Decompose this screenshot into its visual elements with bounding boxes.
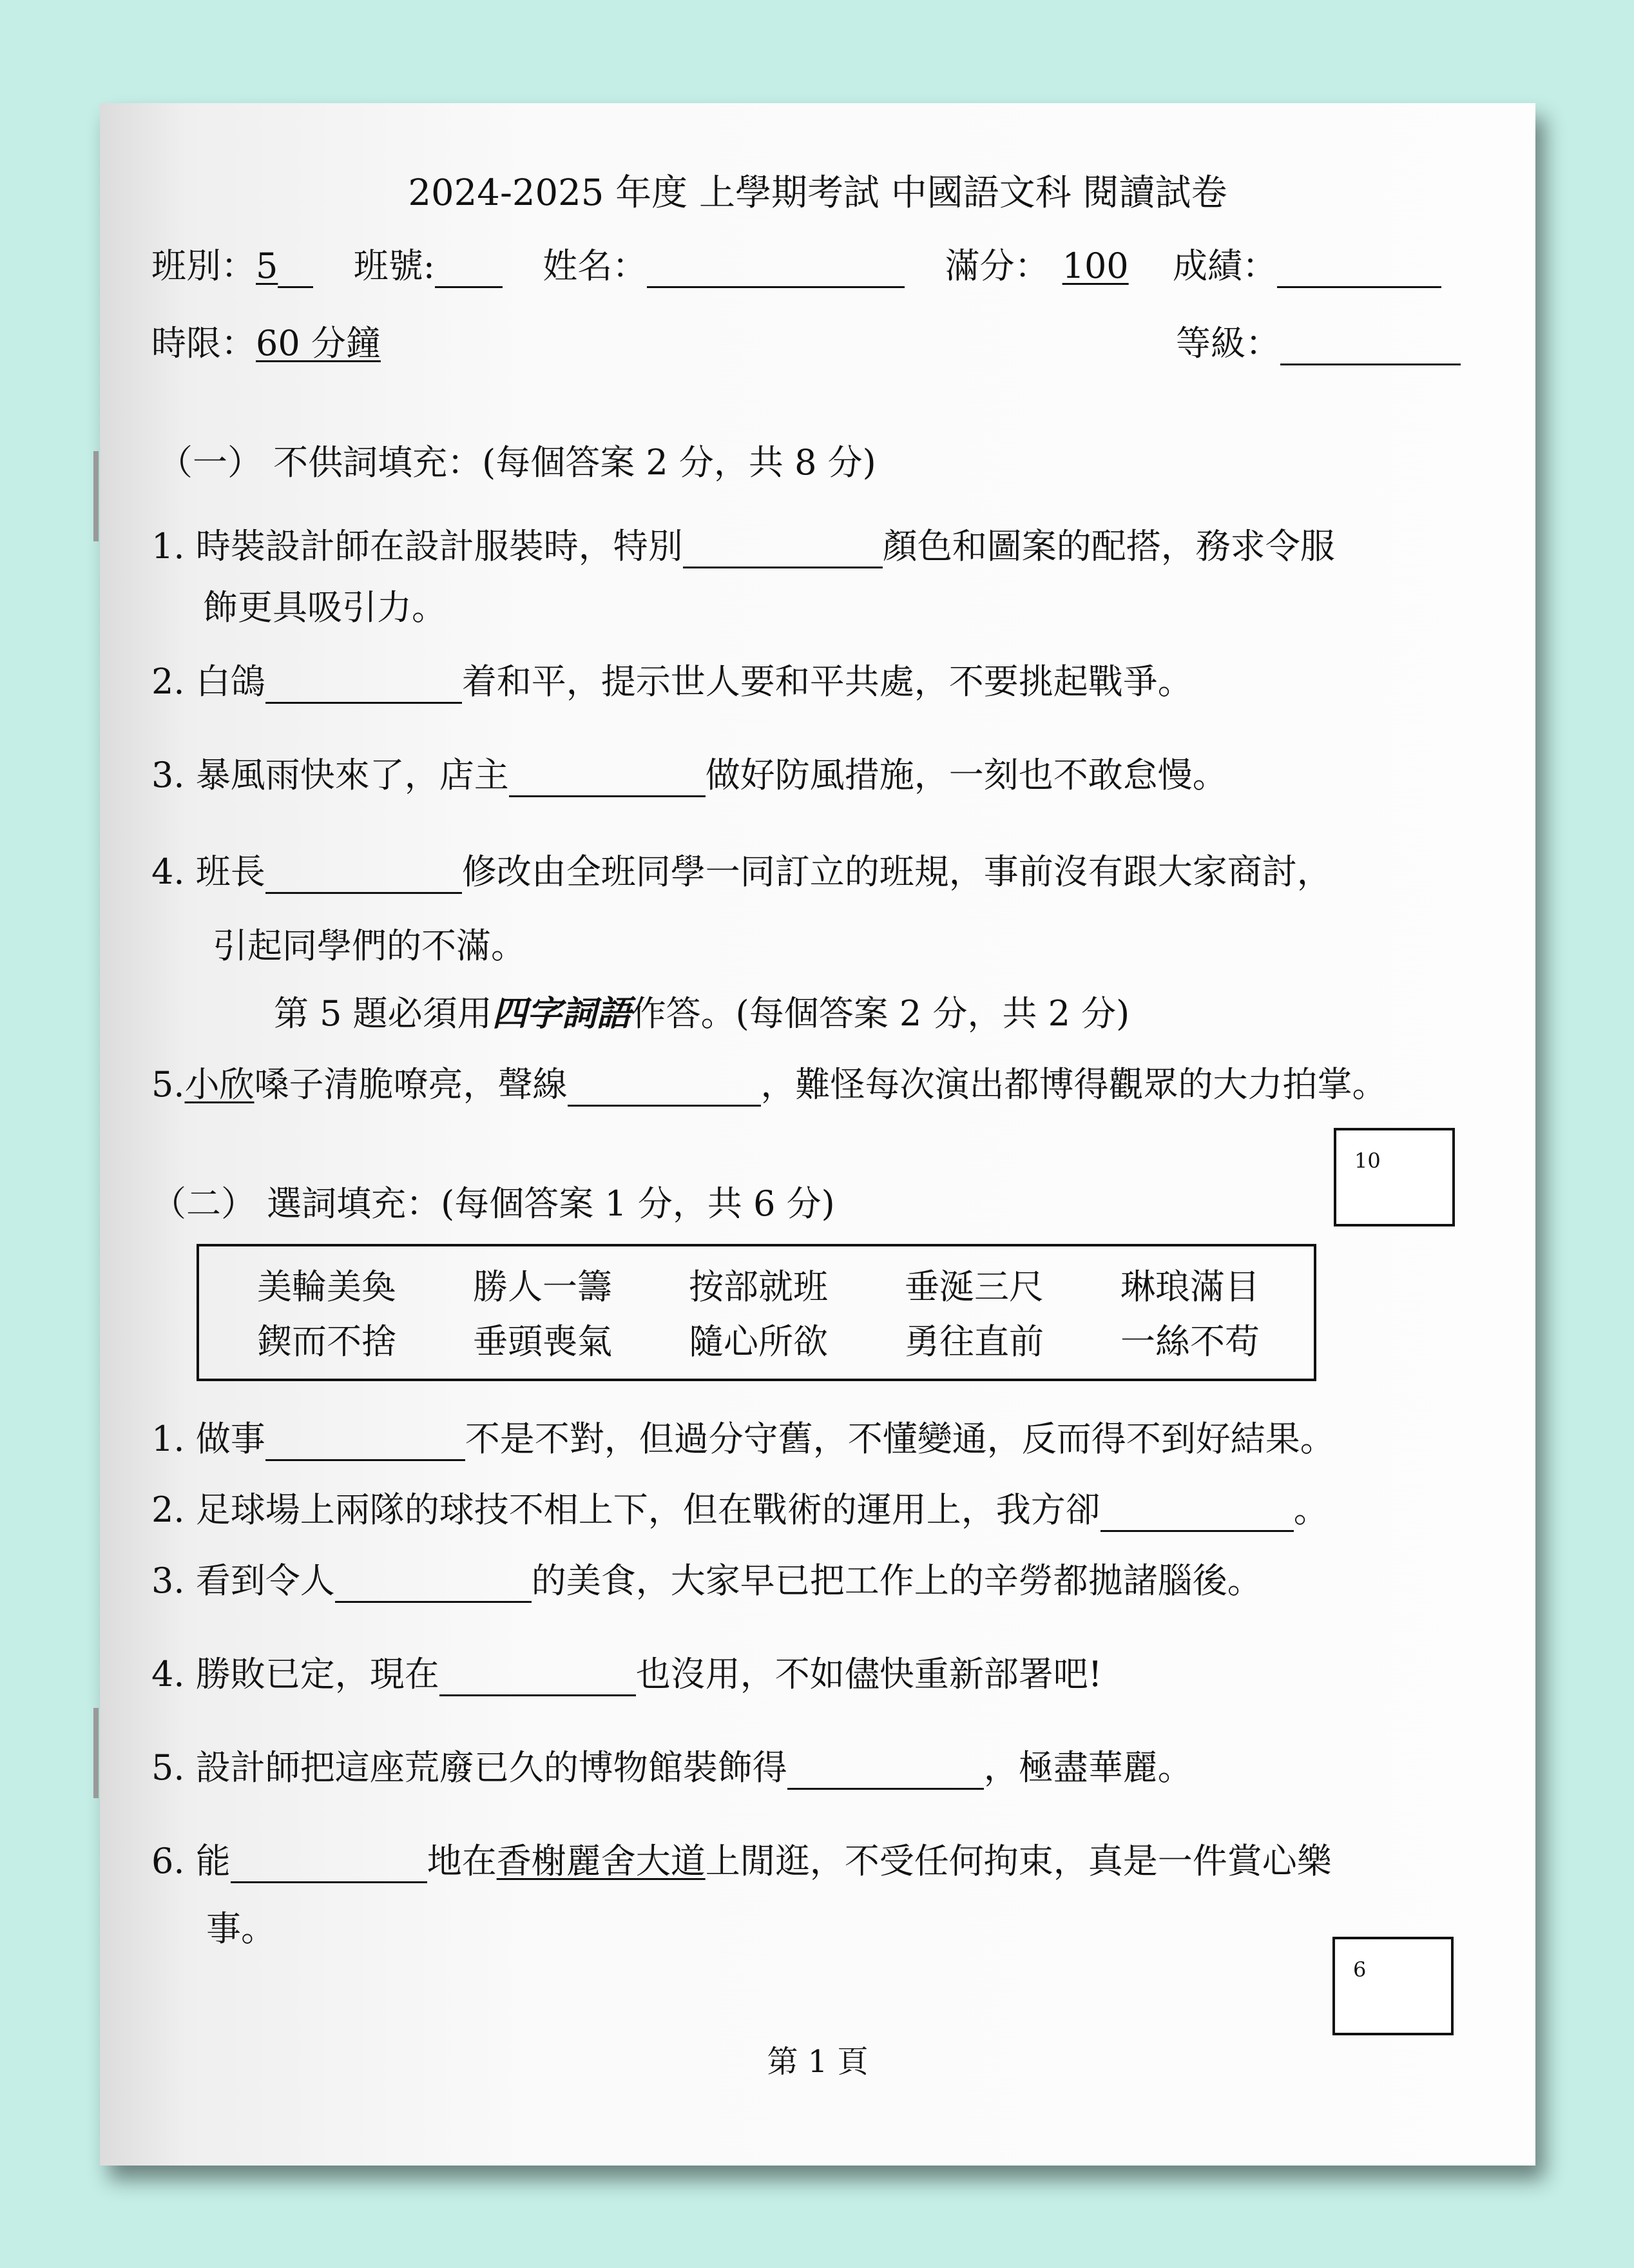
score-field[interactable] (1277, 253, 1441, 288)
proper-name: 香榭麗舍大道 (496, 1841, 706, 1881)
section2-score-value: 6 (1353, 1957, 1367, 1982)
question-number: 5. (151, 1747, 185, 1788)
question-number: 2. (151, 1489, 185, 1530)
time-row (151, 316, 381, 365)
question-text: 修改由全班同學一同訂立的班規，事前沒有跟大家商討， (461, 851, 1332, 892)
s1-question-5 (151, 1057, 1387, 1107)
question-text: 的美食，大家早已把工作上的辛勞都拋諸腦後。 (531, 1560, 1262, 1601)
question-text: 暴風雨快來了，店主 (195, 755, 509, 795)
name-field[interactable] (647, 253, 905, 288)
question-number: 4. (151, 851, 185, 892)
score-label: 成績： (1173, 246, 1278, 286)
time-value: 60 分鐘 (256, 323, 381, 363)
answer-blank[interactable] (231, 1848, 427, 1883)
class-label: 班別： (151, 246, 256, 286)
word-bank-item: 隨心所欲 (689, 1321, 828, 1362)
question-text: 着和平，提示世人要和平共處，不要挑起戰爭。 (461, 661, 1193, 702)
question-number: 3. (151, 755, 185, 795)
question-text: 能 (195, 1841, 231, 1881)
answer-blank[interactable] (265, 668, 462, 704)
time-label: 時限： (151, 323, 256, 363)
answer-blank[interactable] (439, 1661, 636, 1696)
proper-name: 小欣 (184, 1064, 255, 1105)
answer-blank[interactable] (335, 1567, 532, 1603)
note-text: 第 5 題必須用 (274, 993, 492, 1034)
question-number: 3. (151, 1560, 185, 1601)
question-text: ，極盡華麗。 (983, 1747, 1193, 1788)
answer-blank[interactable] (683, 533, 883, 568)
question-number: 2. (151, 661, 185, 702)
s1-question-1 (151, 519, 1335, 568)
word-bank (197, 1244, 1316, 1381)
s1-question-1-cont: 飾更具吸引力。 (203, 587, 447, 628)
s2-question-2 (151, 1482, 1329, 1532)
question-text: 也沒用，不如儘快重新部署吧! (635, 1654, 1102, 1694)
full-marks-value: 100 (1062, 246, 1129, 286)
question-text: 看到令人 (195, 1560, 335, 1601)
question-text: 白鴿 (195, 661, 265, 702)
s2-question-6 (151, 1834, 1332, 1883)
s2-question-4 (151, 1647, 1102, 1696)
question-number: 5. (151, 1064, 185, 1105)
s1-question-4-cont: 引起同學們的不滿。 (213, 926, 526, 966)
answer-blank[interactable] (787, 1754, 984, 1790)
question-text: 。 (1293, 1489, 1329, 1530)
section1-score-box[interactable] (1334, 1128, 1455, 1226)
full-marks-label: 滿分： (945, 246, 1050, 286)
question-number: 1. (151, 526, 185, 567)
page-title: 2024-2025 年度 上學期考試 中國語文科 閱讀試卷 (408, 172, 1227, 214)
class-blank[interactable] (278, 253, 313, 288)
note-emphasis: 四字詞語 (492, 993, 631, 1034)
word-bank-item: 垂涎三尺 (905, 1266, 1044, 1307)
note-text: 作答。(每個答案 2 分，共 2 分) (631, 993, 1130, 1034)
word-bank-item: 鍥而不捨 (257, 1321, 396, 1362)
word-bank-item: 一絲不苟 (1120, 1321, 1260, 1362)
student-info-row (151, 238, 1441, 288)
s2-question-1 (151, 1411, 1335, 1461)
word-bank-item: 勝人一籌 (473, 1266, 612, 1307)
name-label: 姓名： (543, 246, 648, 286)
answer-blank[interactable] (265, 1426, 465, 1461)
grade-row (1176, 316, 1461, 365)
section1-score-value: 10 (1354, 1149, 1381, 1173)
exam-paper (100, 103, 1535, 2166)
question-number: 4. (151, 1654, 185, 1694)
binding-mark-top (93, 451, 99, 541)
binding-mark-bottom (93, 1708, 99, 1798)
answer-blank[interactable] (568, 1071, 761, 1107)
question-text: 班長 (195, 851, 265, 892)
answer-blank[interactable] (1101, 1497, 1294, 1532)
section2-heading: （二） 選詞填充：(每個答案 1 分，共 6 分) (151, 1183, 835, 1224)
section2-score-box[interactable] (1332, 1937, 1454, 2035)
question-text: 時裝設計師在設計服裝時，特別 (195, 526, 683, 567)
answer-blank[interactable] (509, 762, 706, 797)
s1-note (274, 986, 1129, 1036)
question-text: 做事 (195, 1419, 265, 1459)
s2-question-3 (151, 1553, 1262, 1603)
question-number: 6. (151, 1841, 185, 1881)
grade-field[interactable] (1280, 330, 1461, 365)
question-number: 1. (151, 1419, 185, 1459)
page-number: 第 1 頁 (767, 2044, 869, 2080)
question-text: 不是不對，但過分守舊，不懂變通，反而得不到好結果。 (465, 1419, 1335, 1459)
question-text: 勝敗已定，現在 (195, 1654, 439, 1694)
question-text: ，難怪每次演出都博得觀眾的大力拍掌。 (760, 1064, 1387, 1105)
answer-blank[interactable] (265, 858, 462, 894)
seat-label: 班號: (353, 246, 435, 286)
word-bank-item: 琳琅滿目 (1120, 1266, 1260, 1307)
s1-question-4 (151, 844, 1332, 894)
question-text: 上閒逛，不受任何拘束，真是一件賞心樂 (705, 1841, 1332, 1881)
class-value: 5 (256, 246, 278, 286)
s2-question-5 (151, 1740, 1193, 1790)
s1-question-2 (151, 654, 1193, 704)
s2-question-6-cont: 事。 (206, 1908, 276, 1949)
question-text: 嗓子清脆嘹亮，聲線 (254, 1064, 568, 1105)
word-bank-item: 美輪美奐 (257, 1266, 396, 1307)
question-text: 做好防風措施，一刻也不敢怠慢。 (705, 755, 1227, 795)
word-bank-item: 按部就班 (689, 1266, 828, 1307)
question-text: 足球場上兩隊的球技不相上下，但在戰術的運用上，我方卻 (195, 1489, 1101, 1530)
question-text: 顏色和圖案的配搭，務求令服 (882, 526, 1335, 567)
word-bank-item: 垂頭喪氣 (473, 1321, 612, 1362)
section1-heading: （一） 不供詞填充：(每個答案 2 分，共 8 分) (158, 442, 876, 483)
word-bank-item: 勇往直前 (905, 1321, 1044, 1362)
s1-question-3 (151, 748, 1227, 797)
question-text: 設計師把這座荒廢已久的博物館裝飾得 (195, 1747, 787, 1788)
seat-number-field[interactable] (435, 253, 503, 288)
question-text: 地在 (427, 1841, 497, 1881)
grade-label: 等級： (1176, 323, 1280, 363)
